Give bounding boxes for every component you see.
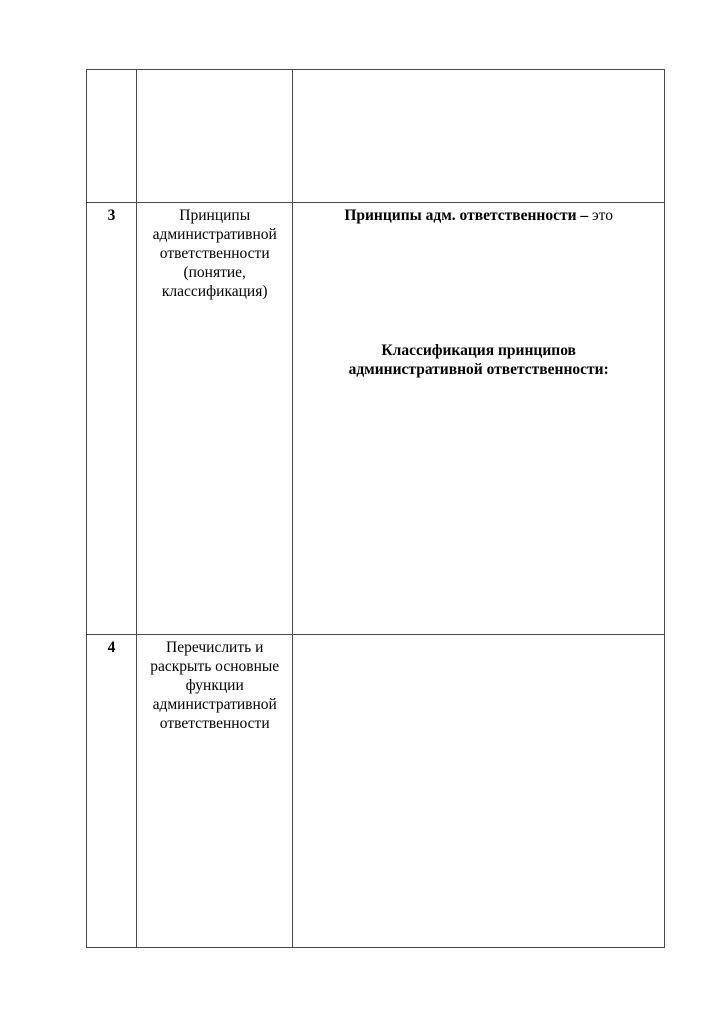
topic-line: Принципы bbox=[179, 207, 251, 224]
topic-line: ответственности bbox=[159, 245, 270, 262]
classification-line: административной ответственности: bbox=[348, 361, 609, 378]
row-number-cell: 3 bbox=[87, 203, 137, 635]
topic-line: административной bbox=[152, 226, 277, 243]
topic-line: классификация) bbox=[161, 283, 268, 300]
classification-line: Классификация принципов bbox=[381, 342, 576, 359]
topic-line: административной bbox=[152, 696, 277, 713]
answer-table bbox=[86, 69, 665, 948]
row-number-cell bbox=[87, 70, 137, 203]
topic-cell bbox=[137, 203, 293, 635]
table-row bbox=[87, 203, 665, 635]
classification-heading bbox=[299, 341, 658, 379]
answer-cell[interactable] bbox=[293, 70, 665, 203]
table-row bbox=[87, 70, 665, 203]
row-number-cell: 4 bbox=[87, 635, 137, 948]
definition-continuation: это bbox=[588, 207, 614, 224]
topic-line: (понятие, bbox=[183, 264, 246, 281]
topic-line: Перечислить и bbox=[166, 639, 264, 656]
table-row bbox=[87, 635, 665, 948]
topic-line: раскрыть основные bbox=[150, 658, 280, 675]
definition-line bbox=[299, 206, 658, 225]
answer-cell[interactable] bbox=[293, 203, 665, 635]
topic-line: функции bbox=[185, 677, 244, 694]
topic-line: ответственности bbox=[159, 715, 270, 732]
topic-cell bbox=[137, 70, 293, 203]
answer-cell[interactable] bbox=[293, 635, 665, 948]
topic-cell bbox=[137, 635, 293, 948]
definition-term: Принципы адм. ответственности – bbox=[344, 207, 589, 224]
